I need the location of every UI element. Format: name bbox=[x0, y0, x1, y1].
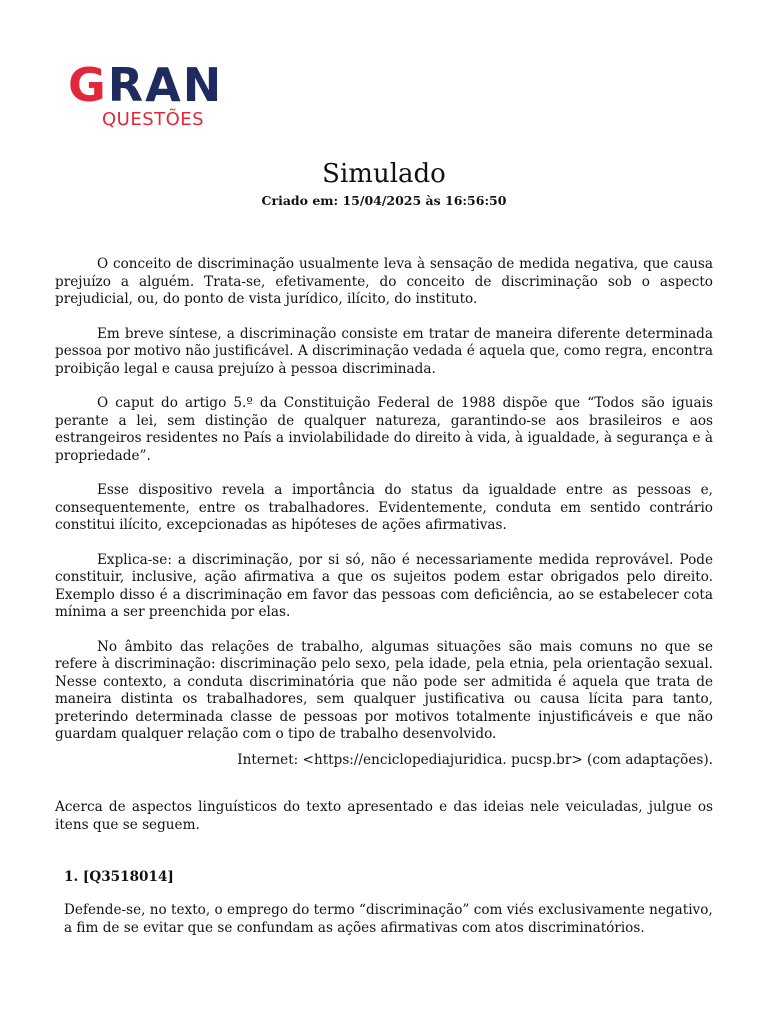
page-title: Simulado bbox=[322, 159, 446, 190]
passage-paragraph: Em breve síntese, a discriminação consiste em tratar de maneira diferente determinada pessoa por motivo não justificável. A discriminação vedada é aquela que, como regra, encontra proibição legal e causa prejuízo à pessoa discriminada. bbox=[55, 325, 713, 377]
gran-questoes-logo bbox=[68, 58, 238, 130]
passage-paragraph: No âmbito das relações de trabalho, algumas situações são mais comuns no que se refere à discriminação: discriminação pelo sexo, pela idade, pela etnia, pela orientação sexual. Nesse contexto, a conduta discriminatória que não pode ser admitida é aquela que trata de maneira distinta os trabalhadores, sem qualquer justificativa ou causa lícita para tanto, preterindo determinada classe de pessoas por motivos totalmente injustificáveis e que não guardam qualquer relação com o tipo de trabalho desenvolvido. bbox=[55, 638, 713, 742]
logo-main-text: RAN bbox=[107, 58, 224, 112]
passage-text bbox=[55, 256, 713, 761]
logo-g-letter: G bbox=[68, 58, 108, 112]
logo-wordmark bbox=[68, 58, 238, 112]
question-instruction: Acerca de aspectos linguísticos do texto apresentado e das ideias nele veiculadas, julgue os itens que se seguem. bbox=[55, 799, 713, 833]
created-timestamp: Criado em: 15/04/2025 às 16:56:50 bbox=[261, 193, 507, 208]
passage-paragraph: Esse dispositivo revela a importância do status da igualdade entre as pessoas e, consequentemente, entre os trabalhadores. Evidentemente, conduta em sentido contrário constitui ilícito, excepcionadas as hipóteses de ações afirmativas. bbox=[55, 482, 713, 533]
passage-source: Internet: <https://enciclopediajuridica. pucsp.br> (com adaptações). bbox=[237, 752, 713, 768]
logo-subtitle: QUESTÕES bbox=[102, 109, 205, 130]
passage-paragraph: O caput do artigo 5.º da Constituição Federal de 1988 dispõe que “Todos são iguais perante a lei, sem distinção de qualquer natureza, garantindo-se aos brasileiros e aos estrangeiros residentes no País a inviolabilidade do direito à vida, à igualdade, à segurança e à propriedade”. bbox=[55, 395, 713, 464]
question-statement: Defende-se, no texto, o emprego do termo “discriminação” com viés exclusivamente negativo, a fim de se evitar que se confundam as ações afirmativas com atos discriminatórios. bbox=[64, 902, 713, 936]
passage-paragraph: Explica-se: a discriminação, por si só, não é necessariamente medida reprovável. Pode constituir, inclusive, ação afirmativa a que os sujeitos podem estar obrigados pelo direito. Exemplo disso é a discriminação em favor das pessoas com deficiência, ao se estabelecer cota mínima a ser preenchida por elas. bbox=[55, 551, 713, 620]
passage-paragraph: O conceito de discriminação usualmente leva à sensação de medida negativa, que causa prejuízo a alguém. Trata-se, efetivamente, do conceito de discriminação sob o aspecto prejudicial, ou, do ponto de vista jurídico, ilícito, do instituto. bbox=[55, 256, 713, 307]
question-number: 1. [Q3518014] bbox=[64, 869, 174, 885]
